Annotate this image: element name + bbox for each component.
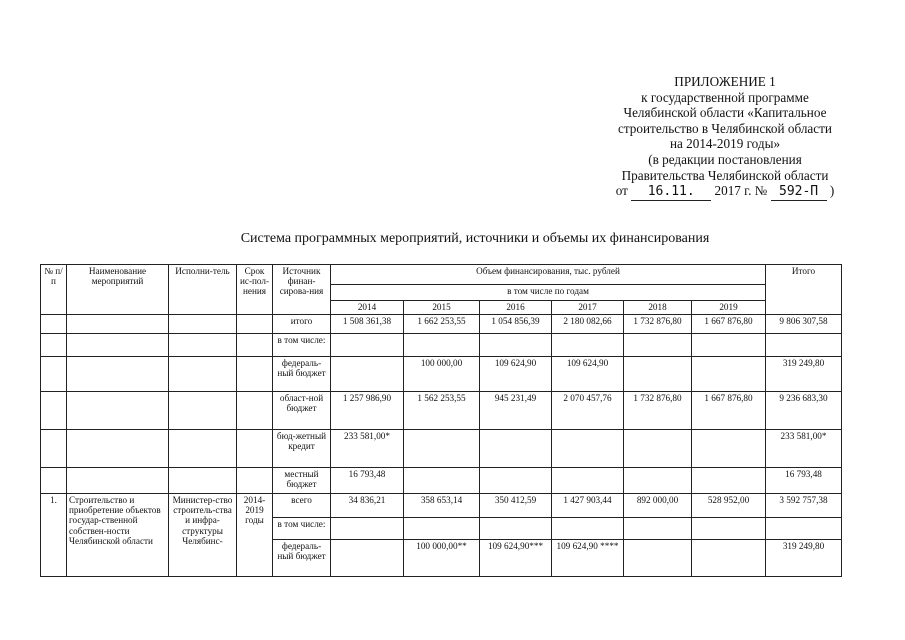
- header-source: Источник финан-сирова-ния: [273, 265, 331, 315]
- cell-value: [624, 518, 692, 540]
- cell-value: [624, 357, 692, 392]
- table-row: [41, 392, 842, 430]
- cell-term: [237, 392, 273, 430]
- cell-num: [41, 334, 67, 357]
- header-year: 2017: [552, 301, 624, 315]
- cell-name: [67, 357, 169, 392]
- cell-value: [624, 334, 692, 357]
- cell-value: [404, 518, 480, 540]
- cell-executor: [169, 392, 237, 430]
- header-name: Наименование мероприятий: [67, 265, 169, 315]
- cell-value: [552, 430, 624, 468]
- cell-name: [67, 468, 169, 494]
- cell-total: 9 236 683,30: [766, 392, 842, 430]
- header-volume: Объем финансирования, тыс. рублей: [331, 265, 766, 285]
- cell-value: 528 952,00: [692, 494, 766, 518]
- cell-value: [480, 334, 552, 357]
- cell-value: [624, 468, 692, 494]
- cell-value: [692, 468, 766, 494]
- table-row: [41, 357, 842, 392]
- header-total: Итого: [766, 265, 842, 315]
- header-by-years: в том числе по годам: [331, 285, 766, 301]
- header-year: 2015: [404, 301, 480, 315]
- cell-total: 233 581,00*: [766, 430, 842, 468]
- appendix-line: (в редакции постановления: [648, 151, 802, 167]
- cell-value: [692, 518, 766, 540]
- cell-value: 1 732 876,80: [624, 392, 692, 430]
- cell-value: [692, 430, 766, 468]
- item-executor: Министер-ство строитель-ства и инфра-структуры Челябинс-: [169, 494, 237, 577]
- cell-source: итого: [273, 315, 331, 334]
- resolution-date: 16.11.: [631, 184, 711, 201]
- cell-value: 16 793,48: [331, 468, 404, 494]
- appendix-line: Правительства Челябинской области: [621, 167, 829, 183]
- cell-num: [41, 430, 67, 468]
- cell-source: федераль-ный бюджет: [273, 540, 331, 577]
- table-row: [41, 334, 842, 357]
- cell-executor: [169, 430, 237, 468]
- cell-term: [237, 357, 273, 392]
- item-term: 2014-2019 годы: [237, 494, 273, 577]
- table-row: [41, 468, 842, 494]
- cell-executor: [169, 315, 237, 334]
- cell-value: 2 180 082,66: [552, 315, 624, 334]
- cell-value: [331, 540, 404, 577]
- cell-value: [404, 468, 480, 494]
- item-name: Строительство и приобретение объектов государ-ственной собствен-ности Челябинской области: [67, 494, 169, 577]
- header-executor: Исполни-тель: [169, 265, 237, 315]
- cell-value: [552, 468, 624, 494]
- cell-source: област-ной бюджет: [273, 392, 331, 430]
- header-year: 2014: [331, 301, 404, 315]
- cell-value: 233 581,00*: [331, 430, 404, 468]
- cell-value: [480, 468, 552, 494]
- appendix-line: на 2014-2019 годы»: [669, 136, 781, 152]
- cell-total: [766, 334, 842, 357]
- cell-value: 1 427 903,44: [552, 494, 624, 518]
- cell-source: бюд-жетный кредит: [273, 430, 331, 468]
- cell-name: [67, 334, 169, 357]
- cell-value: [404, 430, 480, 468]
- cell-value: 109 624,90 ****: [552, 540, 624, 577]
- cell-value: [552, 518, 624, 540]
- sign-year: 2017 г. №: [714, 183, 768, 199]
- cell-term: [237, 430, 273, 468]
- sign-from: от: [615, 183, 628, 199]
- cell-value: 1 667 876,80: [692, 392, 766, 430]
- cell-total: 16 793,48: [766, 468, 842, 494]
- cell-value: [692, 334, 766, 357]
- cell-value: [480, 518, 552, 540]
- cell-term: [237, 315, 273, 334]
- cell-value: 1 508 361,38: [331, 315, 404, 334]
- appendix-block: [560, 74, 890, 201]
- financing-table: [40, 264, 842, 577]
- header-year: 2016: [480, 301, 552, 315]
- resolution-number: 592-П: [771, 184, 827, 201]
- cell-num: [41, 357, 67, 392]
- cell-total: 3 592 757,38: [766, 494, 842, 518]
- cell-value: [692, 540, 766, 577]
- cell-value: 1 662 253,55: [404, 315, 480, 334]
- item-num: 1.: [41, 494, 67, 577]
- resolution-reference: [560, 183, 890, 201]
- cell-value: [552, 334, 624, 357]
- table-row: [41, 315, 842, 334]
- appendix-title: ПРИЛОЖЕНИЕ 1: [674, 74, 776, 89]
- cell-value: [480, 430, 552, 468]
- cell-executor: [169, 357, 237, 392]
- cell-value: 892 000,00: [624, 494, 692, 518]
- cell-value: 1 667 876,80: [692, 315, 766, 334]
- cell-value: 350 412,59: [480, 494, 552, 518]
- cell-value: 1 732 876,80: [624, 315, 692, 334]
- header-year: 2019: [692, 301, 766, 315]
- cell-value: [624, 540, 692, 577]
- cell-executor: [169, 334, 237, 357]
- cell-name: [67, 392, 169, 430]
- cell-total: [766, 518, 842, 540]
- cell-value: 109 624,90***: [480, 540, 552, 577]
- appendix-line: Челябинской области «Капитальное: [623, 105, 827, 121]
- cell-value: 100 000,00: [404, 357, 480, 392]
- cell-value: 945 231,49: [480, 392, 552, 430]
- table-row: [41, 430, 842, 468]
- cell-source: в том числе:: [273, 518, 331, 540]
- cell-num: [41, 392, 67, 430]
- cell-total: 9 806 307,58: [766, 315, 842, 334]
- cell-executor: [169, 468, 237, 494]
- cell-value: 1 257 986,90: [331, 392, 404, 430]
- cell-total: 319 249,80: [766, 357, 842, 392]
- header-term: Срок ис-пол-нения: [237, 265, 273, 315]
- cell-name: [67, 430, 169, 468]
- cell-value: 109 624,90: [480, 357, 552, 392]
- table-header-row: [41, 265, 842, 285]
- appendix-line: к государственной программе: [641, 89, 809, 105]
- cell-value: 358 653,14: [404, 494, 480, 518]
- cell-source: в том числе:: [273, 334, 331, 357]
- cell-name: [67, 315, 169, 334]
- header-num: № п/п: [41, 265, 67, 315]
- cell-value: 34 836,21: [331, 494, 404, 518]
- sign-close: ): [829, 183, 835, 199]
- cell-value: [331, 357, 404, 392]
- cell-value: 1 054 856,39: [480, 315, 552, 334]
- header-year: 2018: [624, 301, 692, 315]
- cell-value: [404, 334, 480, 357]
- cell-source: федераль-ный бюджет: [273, 357, 331, 392]
- cell-num: [41, 468, 67, 494]
- cell-value: 100 000,00**: [404, 540, 480, 577]
- cell-value: 109 624,90: [552, 357, 624, 392]
- cell-num: [41, 315, 67, 334]
- cell-source: всего: [273, 494, 331, 518]
- table-title: Система программных мероприятий, источники и объемы их финансирования: [240, 231, 710, 246]
- cell-value: [624, 430, 692, 468]
- appendix-line: строительство в Челябинской области: [618, 120, 832, 136]
- cell-term: [237, 468, 273, 494]
- cell-total: 319 249,80: [766, 540, 842, 577]
- cell-value: 2 070 457,76: [552, 392, 624, 430]
- table-row: [41, 494, 842, 518]
- cell-value: [331, 518, 404, 540]
- cell-value: [331, 334, 404, 357]
- cell-source: местный бюджет: [273, 468, 331, 494]
- cell-value: 1 562 253,55: [404, 392, 480, 430]
- cell-term: [237, 334, 273, 357]
- cell-value: [692, 357, 766, 392]
